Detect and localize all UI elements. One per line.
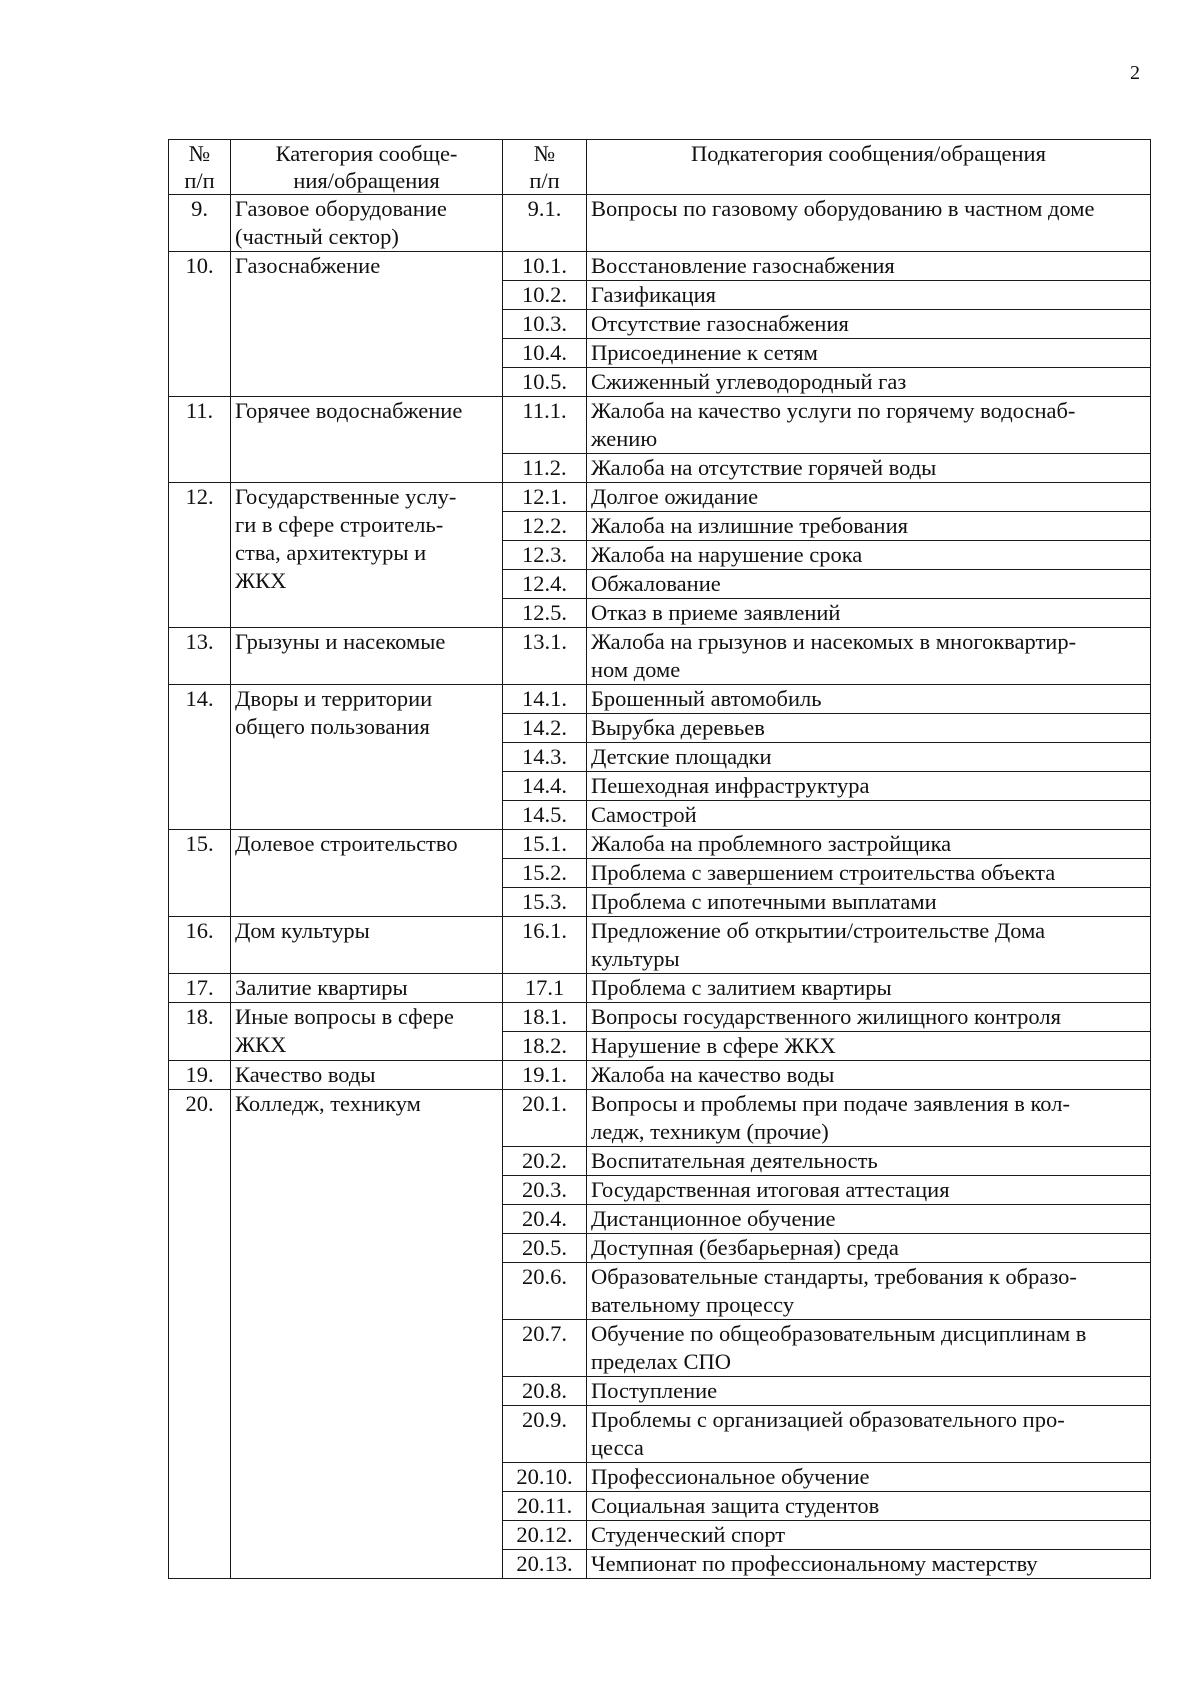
subcategory-line: Государственная итоговая аттестация bbox=[591, 1177, 950, 1202]
subcategory-name bbox=[587, 1234, 1151, 1263]
category-name bbox=[231, 397, 503, 483]
header-category bbox=[231, 140, 503, 195]
subcategory-line: Нарушение в сфере ЖКХ bbox=[591, 1033, 836, 1058]
subcategory-name bbox=[587, 599, 1151, 628]
category-number: 17. bbox=[169, 974, 231, 1003]
subcategory-name bbox=[587, 570, 1151, 599]
subcategory-number: 18.2. bbox=[503, 1032, 587, 1061]
subcategory-name bbox=[587, 1550, 1151, 1579]
header-number bbox=[169, 140, 231, 195]
subcategory-line: Проблема с завершением строительства объекта bbox=[591, 860, 1056, 885]
subcategory-number: 11.1. bbox=[503, 397, 587, 454]
subcategory-name bbox=[587, 1061, 1151, 1090]
subcategory-name bbox=[587, 917, 1151, 974]
category-number: 13. bbox=[169, 628, 231, 685]
subcategory-number: 20.6. bbox=[503, 1263, 587, 1320]
subcategory-name bbox=[587, 252, 1151, 281]
subcategory-number: 20.10. bbox=[503, 1463, 587, 1492]
subcategory-number: 14.1. bbox=[503, 685, 587, 714]
category-name bbox=[231, 685, 503, 830]
subcategory-number: 20.12. bbox=[503, 1521, 587, 1550]
subcategory-line: Профессиональное обучение bbox=[591, 1464, 870, 1489]
subcategory-line: Отказ в приеме заявлений bbox=[591, 600, 841, 625]
category-line: Горячее водоснабжение bbox=[235, 398, 463, 423]
category-line: Дворы и территории bbox=[235, 686, 433, 711]
header-subcategory bbox=[587, 140, 1151, 195]
table-row bbox=[169, 830, 1151, 859]
subcategory-line: Доступная (безбарьерная) среда bbox=[591, 1235, 899, 1260]
subcategory-number: 10.4. bbox=[503, 339, 587, 368]
subcategory-name bbox=[587, 628, 1151, 685]
category-number: 19. bbox=[169, 1061, 231, 1090]
subcategory-line: ледж, техникум (прочие) bbox=[591, 1119, 829, 1144]
subcategory-line: Социальная защита студентов bbox=[591, 1493, 880, 1518]
table-row bbox=[169, 628, 1151, 685]
category-name bbox=[231, 1003, 503, 1061]
category-number: 12. bbox=[169, 483, 231, 628]
subcategory-name bbox=[587, 1003, 1151, 1032]
table-row bbox=[169, 1061, 1151, 1090]
subcategory-name bbox=[587, 339, 1151, 368]
subcategory-line: Отсутствие газоснабжения bbox=[591, 311, 849, 336]
table-row bbox=[169, 974, 1151, 1003]
subcategory-number: 20.9. bbox=[503, 1406, 587, 1463]
table-body bbox=[169, 195, 1151, 1579]
table-row bbox=[169, 397, 1151, 454]
category-line: Залитие квартиры bbox=[235, 975, 408, 1000]
subcategory-number: 13.1. bbox=[503, 628, 587, 685]
subcategory-line: Чемпионат по профессиональному мастерству bbox=[591, 1551, 1038, 1576]
subcategory-number: 15.3. bbox=[503, 888, 587, 917]
subcategory-line: Вырубка деревьев bbox=[591, 715, 765, 740]
category-name bbox=[231, 830, 503, 917]
subcategory-line: Детские площадки bbox=[591, 744, 772, 769]
subcategory-line: Сжиженный углеводородный газ bbox=[591, 369, 907, 394]
header-subnumber bbox=[503, 140, 587, 195]
subcategory-number: 20.7. bbox=[503, 1320, 587, 1377]
subcategory-line: жению bbox=[591, 426, 658, 451]
category-name bbox=[231, 1090, 503, 1579]
subcategory-number: 10.2. bbox=[503, 281, 587, 310]
subcategory-number: 11.2. bbox=[503, 454, 587, 483]
subcategory-number: 12.5. bbox=[503, 599, 587, 628]
subcategory-line: Жалоба на отсутствие горячей воды bbox=[591, 455, 937, 480]
subcategory-line: Присоединение к сетям bbox=[591, 340, 818, 365]
subcategory-number: 10.3. bbox=[503, 310, 587, 339]
table-row bbox=[169, 483, 1151, 512]
subcategory-name bbox=[587, 1263, 1151, 1320]
subcategory-line: Проблема с залитием квартиры bbox=[591, 975, 892, 1000]
subcategory-number: 17.1 bbox=[503, 974, 587, 1003]
subcategory-name bbox=[587, 1032, 1151, 1061]
category-number: 18. bbox=[169, 1003, 231, 1061]
subcategory-name bbox=[587, 195, 1151, 252]
subcategory-name bbox=[587, 512, 1151, 541]
subcategory-number: 16.1. bbox=[503, 917, 587, 974]
category-line: ЖКХ bbox=[235, 568, 287, 593]
categories-table bbox=[168, 139, 1151, 1579]
category-line: Государственные услу- bbox=[235, 484, 457, 509]
category-number: 9. bbox=[169, 195, 231, 252]
table-row bbox=[169, 917, 1151, 974]
subcategory-line: Жалоба на качество воды bbox=[591, 1062, 835, 1087]
subcategory-number: 12.2. bbox=[503, 512, 587, 541]
category-name bbox=[231, 195, 503, 252]
subcategory-line: Образовательные стандарты, требования к образо- bbox=[591, 1264, 1077, 1289]
subcategory-name bbox=[587, 454, 1151, 483]
subcategory-name bbox=[587, 281, 1151, 310]
subcategory-number: 20.13. bbox=[503, 1550, 587, 1579]
subcategory-number: 20.11. bbox=[503, 1492, 587, 1521]
table-row bbox=[169, 1090, 1151, 1147]
table-header bbox=[169, 140, 1151, 195]
subcategory-line: ном доме bbox=[591, 657, 681, 682]
subcategory-line: Газификация bbox=[591, 282, 716, 307]
subcategory-name bbox=[587, 368, 1151, 397]
subcategory-number: 19.1. bbox=[503, 1061, 587, 1090]
category-number: 16. bbox=[169, 917, 231, 974]
subcategory-name bbox=[587, 397, 1151, 454]
header-category-line1: Категория сообще- bbox=[275, 141, 458, 166]
subcategory-number: 20.1. bbox=[503, 1090, 587, 1147]
table-row bbox=[169, 685, 1151, 714]
header-subnumber-line2: п/п bbox=[529, 168, 560, 193]
subcategory-number: 20.5. bbox=[503, 1234, 587, 1263]
subcategory-name bbox=[587, 685, 1151, 714]
category-line: ги в сфере строитель- bbox=[235, 512, 444, 537]
subcategory-number: 15.2. bbox=[503, 859, 587, 888]
category-line: Долевое строительство bbox=[235, 831, 458, 856]
subcategory-number: 14.5. bbox=[503, 801, 587, 830]
subcategory-name bbox=[587, 541, 1151, 570]
category-line: Качество воды bbox=[235, 1062, 376, 1087]
category-line: Дом культуры bbox=[235, 918, 370, 943]
subcategory-name bbox=[587, 1205, 1151, 1234]
subcategory-number: 20.2. bbox=[503, 1147, 587, 1176]
subcategory-name bbox=[587, 743, 1151, 772]
category-line: ства, архитектуры и bbox=[235, 540, 427, 565]
subcategory-line: Жалоба на излишние требования bbox=[591, 513, 908, 538]
category-line: (частный сектор) bbox=[235, 224, 399, 249]
subcategory-number: 18.1. bbox=[503, 1003, 587, 1032]
category-name bbox=[231, 252, 503, 397]
subcategory-line: Предложение об открытии/строительстве Дома bbox=[591, 918, 1046, 943]
subcategory-name bbox=[587, 1492, 1151, 1521]
header-number-line2: п/п bbox=[184, 168, 215, 193]
subcategory-line: Дистанционное обучение bbox=[591, 1206, 836, 1231]
subcategory-line: Проблемы с организацией образовательного про- bbox=[591, 1407, 1065, 1432]
category-line: Газовое оборудование bbox=[235, 196, 447, 221]
subcategory-name bbox=[587, 772, 1151, 801]
category-name bbox=[231, 628, 503, 685]
subcategory-line: Проблема с ипотечными выплатами bbox=[591, 889, 937, 914]
category-number: 15. bbox=[169, 830, 231, 917]
subcategory-line: Вопросы по газовому оборудованию в частном доме bbox=[591, 196, 1095, 221]
subcategory-line: Вопросы государственного жилищного контроля bbox=[591, 1004, 1061, 1029]
category-name bbox=[231, 1061, 503, 1090]
subcategory-number: 14.2. bbox=[503, 714, 587, 743]
category-number: 20. bbox=[169, 1090, 231, 1579]
subcategory-line: Жалоба на нарушение срока bbox=[591, 542, 863, 567]
subcategory-name bbox=[587, 1147, 1151, 1176]
category-line: Газоснабжение bbox=[235, 253, 381, 278]
subcategory-line: Пешеходная инфраструктура bbox=[591, 773, 870, 798]
header-category-line2: ния/обращения bbox=[293, 168, 440, 193]
category-number: 11. bbox=[169, 397, 231, 483]
category-line: Грызуны и насекомые bbox=[235, 629, 446, 654]
subcategory-number: 15.1. bbox=[503, 830, 587, 859]
subcategory-line: Жалоба на проблемного застройщика bbox=[591, 831, 952, 856]
header-row bbox=[169, 140, 1151, 195]
subcategory-number: 20.8. bbox=[503, 1377, 587, 1406]
subcategory-name bbox=[587, 801, 1151, 830]
subcategory-name bbox=[587, 1406, 1151, 1463]
subcategory-name bbox=[587, 483, 1151, 512]
category-line: Колледж, техникум bbox=[235, 1091, 421, 1116]
header-subcategory-text: Подкатегория сообщения/обращения bbox=[691, 141, 1046, 166]
subcategory-name bbox=[587, 1463, 1151, 1492]
table-row bbox=[169, 195, 1151, 252]
subcategory-name bbox=[587, 1090, 1151, 1147]
subcategory-name bbox=[587, 714, 1151, 743]
subcategory-line: Вопросы и проблемы при подаче заявления в кол- bbox=[591, 1091, 1070, 1116]
subcategory-line: культуры bbox=[591, 946, 680, 971]
subcategory-number: 12.3. bbox=[503, 541, 587, 570]
category-name bbox=[231, 917, 503, 974]
category-name bbox=[231, 974, 503, 1003]
subcategory-number: 12.1. bbox=[503, 483, 587, 512]
subcategory-name bbox=[587, 310, 1151, 339]
subcategory-name bbox=[587, 1176, 1151, 1205]
subcategory-name bbox=[587, 859, 1151, 888]
subcategory-number: 12.4. bbox=[503, 570, 587, 599]
subcategory-name bbox=[587, 1377, 1151, 1406]
subcategory-line: вательному процессу bbox=[591, 1292, 795, 1317]
subcategory-line: Жалоба на грызунов и насекомых в многоквартир- bbox=[591, 629, 1077, 654]
subcategory-line: Жалоба на качество услуги по горячему водоснаб- bbox=[591, 398, 1076, 423]
category-name bbox=[231, 483, 503, 628]
subcategory-line: пределах СПО bbox=[591, 1349, 732, 1374]
table-row bbox=[169, 1003, 1151, 1032]
category-line: Иные вопросы в сфере bbox=[235, 1004, 454, 1029]
subcategory-line: Студенческий спорт bbox=[591, 1522, 786, 1547]
subcategory-number: 20.4. bbox=[503, 1205, 587, 1234]
subcategory-line: Долгое ожидание bbox=[591, 484, 759, 509]
subcategory-line: цесса bbox=[591, 1435, 644, 1460]
subcategory-number: 10.1. bbox=[503, 252, 587, 281]
category-number: 14. bbox=[169, 685, 231, 830]
subcategory-line: Восстановление газоснабжения bbox=[591, 253, 895, 278]
category-line: общего пользования bbox=[235, 714, 430, 739]
subcategory-name bbox=[587, 1521, 1151, 1550]
page-number: 2 bbox=[1130, 62, 1140, 84]
table-row bbox=[169, 252, 1151, 281]
subcategory-line: Брошенный автомобиль bbox=[591, 686, 822, 711]
subcategory-name bbox=[587, 888, 1151, 917]
subcategory-name bbox=[587, 830, 1151, 859]
subcategory-line: Воспитательная деятельность bbox=[591, 1148, 878, 1173]
subcategory-name bbox=[587, 1320, 1151, 1377]
subcategory-line: Самострой bbox=[591, 802, 697, 827]
subcategory-name bbox=[587, 974, 1151, 1003]
header-subnumber-line1: № bbox=[533, 141, 556, 166]
header-number-line1: № bbox=[188, 141, 211, 166]
subcategory-number: 14.4. bbox=[503, 772, 587, 801]
category-line: ЖКХ bbox=[235, 1032, 287, 1057]
subcategory-line: Обучение по общеобразовательным дисциплинам в bbox=[591, 1321, 1087, 1346]
subcategory-number: 14.3. bbox=[503, 743, 587, 772]
subcategory-line: Поступление bbox=[591, 1378, 718, 1403]
subcategory-number: 10.5. bbox=[503, 368, 587, 397]
subcategory-number: 9.1. bbox=[503, 195, 587, 252]
subcategory-number: 20.3. bbox=[503, 1176, 587, 1205]
category-number: 10. bbox=[169, 252, 231, 397]
subcategory-line: Обжалование bbox=[591, 571, 721, 596]
